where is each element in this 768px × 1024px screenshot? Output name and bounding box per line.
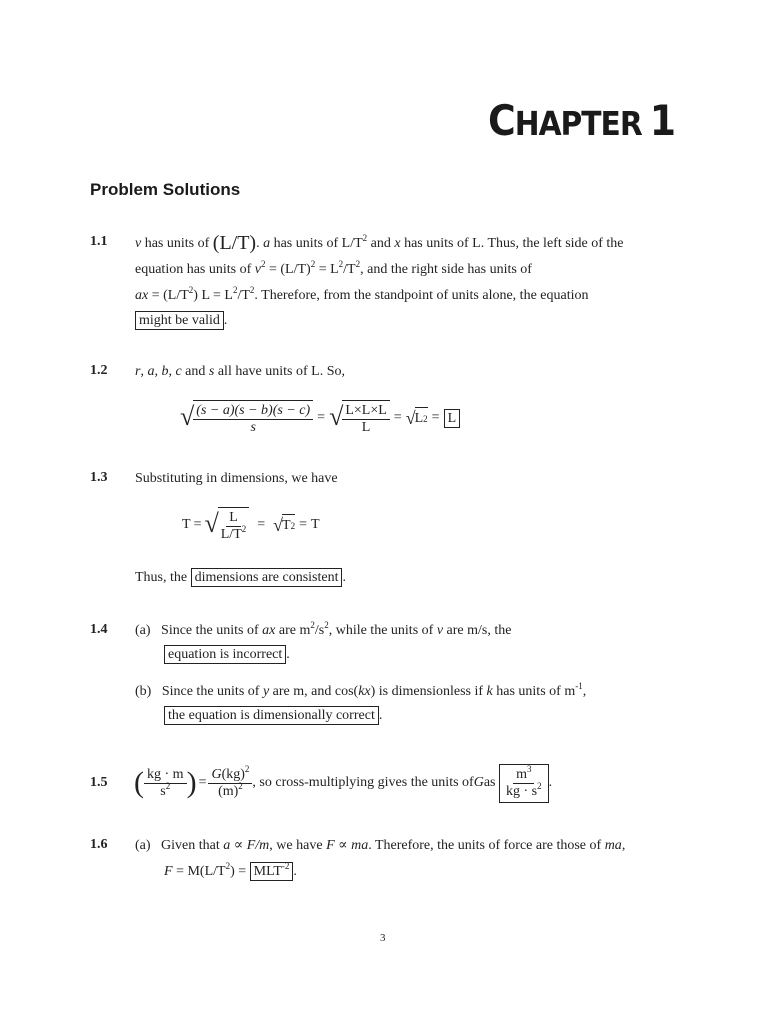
problem-1-1-line-2: equation has units of $v^2 = (L/T)^2 = L^2/T^2$, and the right side has units of <box>135 259 532 277</box>
problem-1-1-answer: might be valid . <box>135 311 227 330</box>
problem-1-5-equation: ( $\frac{kg \cdot m}{s^2}$ ) = $\frac{G(kg)^2}{(m)^2}$ , so cross-multiplying gives the units of G as $\frac{m^3}{kg \cdot s^2}$ . <box>134 760 552 806</box>
boxed-answer: dimensions are consistent <box>191 568 343 587</box>
problem-1-4b-answer: the equation is dimensionally correct . <box>164 706 382 725</box>
problem-number-1-4: 1.4 <box>90 622 108 637</box>
problem-1-3-conclusion: Thus, the dimensions are consistent . <box>135 570 346 585</box>
boxed-answer: L <box>444 409 461 428</box>
problem-1-4a-answer: equation is incorrect . <box>164 645 290 664</box>
chapter-number: 1 <box>649 96 675 145</box>
problem-number-1-6: 1.6 <box>90 837 108 852</box>
problem-1-6a-line-1: (a) Given that a ∝ F/m, we have F ∝ ma. Therefore, the units of force are those of ma, <box>135 838 626 853</box>
problem-1-3-intro: Substituting in dimensions, we have <box>135 471 338 486</box>
problem-1-4b-line-1: (b) Since the units of y are m, and cos(kx) is dimensionless if k has units of $m^{-1}$, <box>135 681 587 699</box>
problem-1-2-intro: r, a, b, c and s all have units of L. So, <box>135 364 345 379</box>
page-number: 3 <box>380 932 386 944</box>
problem-1-4a-line-1: (a) Since the units of ax are $m^2/s^2$, while the units of v are m/s, the <box>135 620 512 638</box>
problem-1-1-line-1: v has units of (L/T). a has units of $L/T^2$ and x has units of L. Thus, the left side of the <box>135 232 624 254</box>
problem-number-1-5: 1.5 <box>90 775 108 790</box>
boxed-answer: $MLT^{-2}$ <box>250 862 294 881</box>
boxed-answer: the equation is dimensionally correct <box>164 706 379 725</box>
problem-1-6a-line-2: $F = M(L/T^2) = MLT^{-2}$ . <box>164 861 297 879</box>
chapter-title-rest: HAPTER <box>514 104 642 143</box>
problem-1-3-equation: T = √ $\frac{L}{L/T^2}$ = √ T 2 = T <box>182 509 320 542</box>
boxed-answer: might be valid <box>135 311 224 330</box>
boxed-answer: equation is incorrect <box>164 645 286 664</box>
problem-1-2-equation: √ $\frac{(s - a)(s - b)(s - c)}{s}$ = √ $\frac{L\times L\times L}{L}$ = √ L 2 = L <box>180 398 460 438</box>
boxed-answer: $\frac{m^3}{kg \cdot s^2}$ <box>499 764 549 803</box>
section-heading: Problem Solutions <box>90 180 241 199</box>
problem-number-1-1: 1.1 <box>90 234 108 249</box>
chapter-title <box>488 96 675 145</box>
problem-number-1-2: 1.2 <box>90 363 108 378</box>
problem-1-1-line-3: ax = $(L/T^2) L = L^2/T^2$. Therefore, from the standpoint of units alone, the equation <box>135 285 589 303</box>
problem-number-1-3: 1.3 <box>90 470 108 485</box>
chapter-title-initial: C <box>487 96 515 145</box>
